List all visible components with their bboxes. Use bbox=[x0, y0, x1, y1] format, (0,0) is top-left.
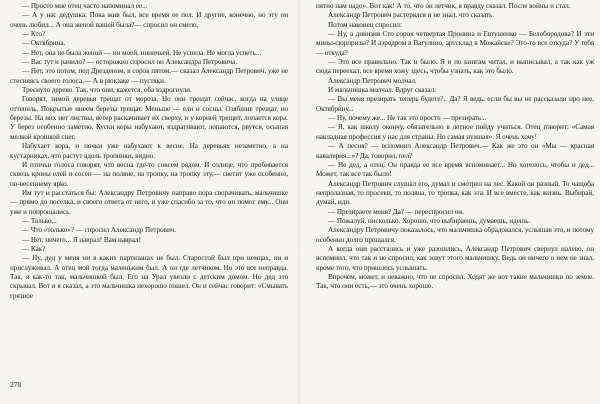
paragraph: — Ну, почему же... Не так это просто — презирать... bbox=[328, 114, 487, 123]
left-page-text bbox=[10, 2, 288, 301]
paragraph: И птичьи голоса говорят, что весна где-то совсем рядом. И солнце, что пробивается сквозь кроны елей и сосен — на поляне, на тропку, на тропку эту,— светит уже особенно, по-весеннему ярко. bbox=[10, 160, 288, 188]
paragraph: — Кто? bbox=[22, 30, 46, 39]
paragraph: А когда они расстались и уже разошлись, Александр Петрович свернул налево, он вспомнил, что так и не спросил, как зовут этого мальчишку. Ведь он ничего о нем не знал, кроме того, что пришлось услышать. bbox=[316, 244, 594, 272]
paragraph: — Пожалуй, нисколько. Хорошо, что выбираешь, думаешь, идешь. bbox=[328, 216, 531, 225]
paragraph: — Это все правильно. Так и было. Я и по книгам читал, и выписывал, а так как уж сюда переехал, все время хожу здесь, чтобы узнать, как это было. bbox=[316, 58, 594, 76]
paragraph: Александр Петрович слушал его, думал и смотрел на лес. Какой он разный. То чащоба непролазная, то просеки, то поляна, то тропка, как эта. И все вместе, как жизнь. Выбирай, думай, иди. bbox=[316, 179, 594, 207]
paragraph: — Как? bbox=[22, 244, 46, 253]
paragraph: — Презираете меня? Да? — переспросил он. bbox=[328, 207, 464, 216]
paragraph: — Вас тут и ранило? — осторожно спросил он Александра Петровича. bbox=[22, 58, 237, 67]
page-number: 278 bbox=[10, 380, 22, 389]
paragraph: — Ну, а дивизия Сто сорок четвертая Пронина и Евтушенко — Белобородова? И эти мины-сюрпризы? И аэродром в Ватулино, артсклад в Можайске? Это-то все откуда? У тебя — откуда? bbox=[316, 30, 594, 57]
paragraph: Треснуло дерево. Так, что они, кажется, оба вздрогнули. bbox=[22, 86, 192, 95]
paragraph: Потом наконец спросил: bbox=[328, 20, 402, 29]
page-gutter bbox=[298, 0, 302, 404]
paragraph: — Октябрина. bbox=[22, 39, 66, 48]
paragraph: Александр Петрович растерялся и не знал, что сказать. bbox=[328, 11, 494, 20]
paragraph: пятно нам надо». Вот как! А то, что он летчик, я правду сказал. После войны и стал. bbox=[316, 2, 571, 10]
paragraph: — Нет, это потом, под Дрезденом, в сорок пятом,— сказал Александр Петрович, уже не стесняясь своего голоса.— А в рюкзаке — пустяки. bbox=[10, 67, 288, 85]
paragraph: — Ну, дед у меня ни в каких партизанах не был. Старостой был при немцах, ни и прислуживал. А отец мой тогда маленьким был. А он где летчиком. Но это все неправда. Так, я как-то так, мальчишкой был. Его на Урал увезли с детским домом. Но дед это скрывал. Вот и я сказал, а это мальчишка нехорошо пошел. Он и сейчас говорит: «Смывать грязное bbox=[10, 254, 288, 300]
paragraph: Александру Петровичу показалось, что мальчишка обрадовался, услышав это, и потому особенно долго прощался. bbox=[316, 226, 594, 244]
paragraph: Говорят, зимой деревья трещат от мороза. Но они трещат сейчас, когда на улице оттепель. Покрытые инеем березы трещат. Меньше — ели и сосны. Озябшие трещат, но березы. На них нет листвы, ветер раскачивает их сверху, и у корней трещит, лопается кора. У берез особенно заметно. Куски коры набухают, вздрагивают, лопаются, рвутся, осыпая мелкой крошкой снег. bbox=[10, 95, 288, 141]
paragraph: — А у нас дедушка. Пока жив был, все время ее пел. И другие, конечно, но эту он очень любил... А она женой вашей была?— спросил он смело. bbox=[10, 11, 288, 29]
right-page-text bbox=[316, 2, 594, 292]
paragraph: Им тут и расстаться бы: Александру Петровичу направо пора сворачивать, мальчишке — прямо до поселка, и своего ответа от него, и уже спасибо за то, что он помог ему... Они уже и попрощались. bbox=[10, 188, 288, 216]
paragraph: Впрочем, может, и неважно, что не спросил. Ходят же вот такие мальчишки по земле. Так, что они есть,— это очень хорошо. bbox=[316, 272, 594, 291]
paragraph: И мальчишка молчал. Вдруг сказал: bbox=[328, 86, 437, 95]
paragraph: — А песня? — вспомнил Александр Петрович.— Как же это он «Мы — красная кавалерия...»? Да, говорил, пел? bbox=[316, 142, 594, 160]
paragraph: — Вы меня презирать теперь будете?.. Да? Я ведь, если бы вы не рассказали про нее, Октябрину... bbox=[316, 95, 594, 113]
paragraph: — Что «только»? — спросил Александр Петрович. bbox=[22, 226, 177, 235]
paragraph: — Нет, она не была женой — ни моей, ниничьей. Не успела. Не могла успеть... bbox=[22, 48, 261, 57]
paragraph: — Я, как школу окончу, обязательно в летное пойду учиться. Отец говорит: «Самая накладная профессия у нас для страны. Но самая нужная». Я очень хочу! bbox=[316, 123, 594, 141]
paragraph: Александр Петрович молчал. bbox=[328, 76, 417, 85]
paragraph: — Только... bbox=[22, 216, 57, 225]
paragraph: — Нет, ничего... Я наврал! Вам наврал! bbox=[22, 235, 141, 244]
paragraph: — Не дед, а отец. Он правда ее все время вспоминает... Но хотелось, чтобы и дед... Может, так все так было! bbox=[316, 160, 594, 179]
paragraph: Набухает кора, и почки уже набухают к весне. На деревьях незаметно, а на кустарниках, что растут вдоль тропинки, видно. bbox=[10, 142, 288, 160]
paragraph: — Просто мне отец часто напоминал ее... bbox=[22, 2, 148, 10]
